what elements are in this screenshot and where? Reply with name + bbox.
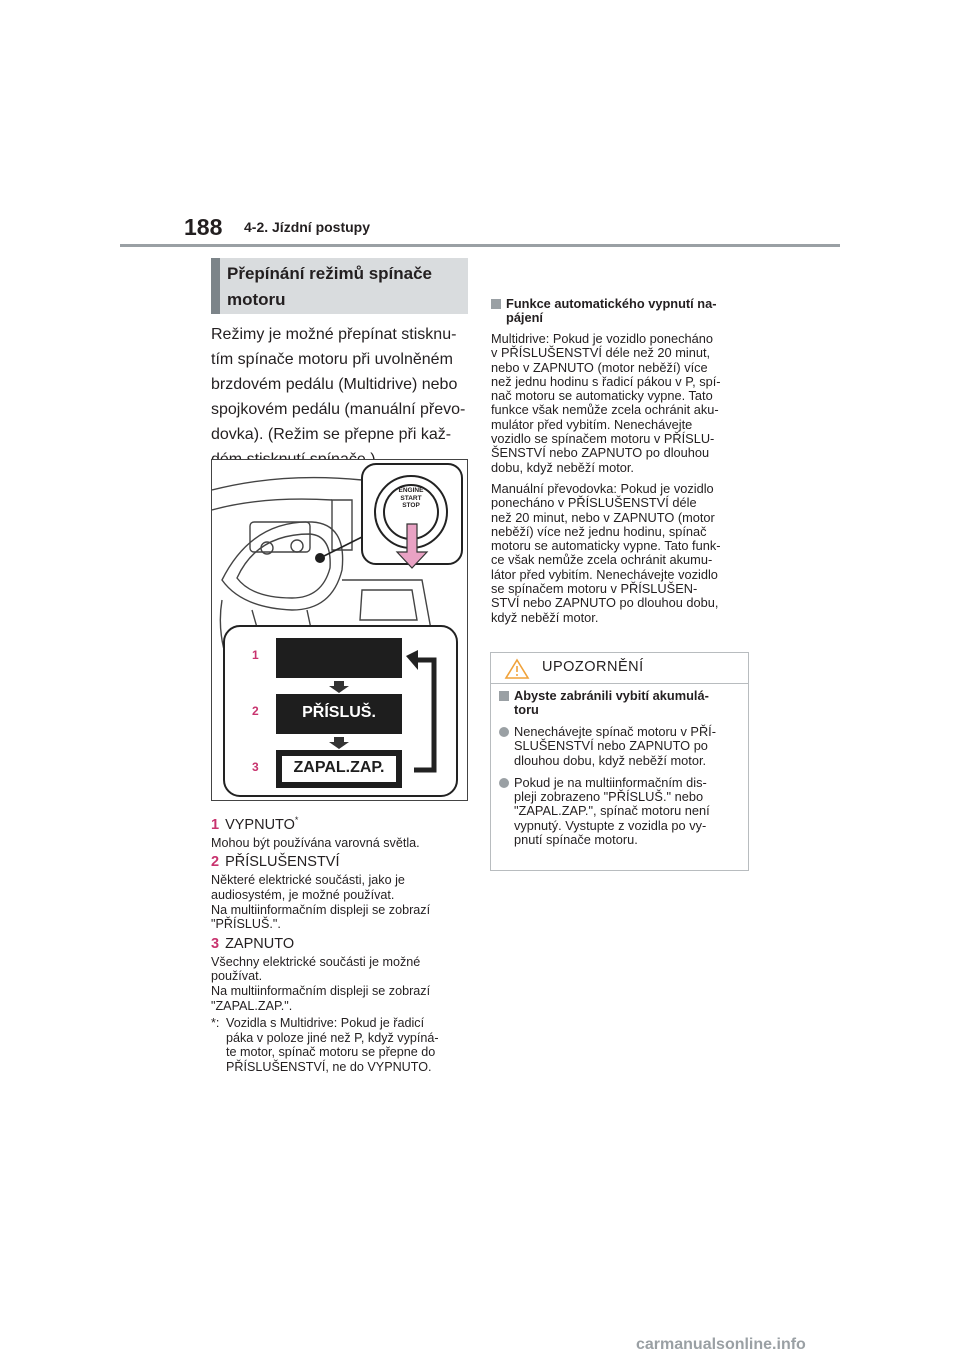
auto-power-off-section: [491, 297, 749, 625]
mode-list: [211, 811, 473, 1075]
round-bullet-icon: [499, 778, 509, 788]
warning-box: [490, 652, 749, 871]
warning-title: UPOZORNĚNÍ: [542, 659, 644, 675]
multidrive-paragraph: Multidrive: Pokud je vozidlo ponecháno v PŘÍSLUŠENSTVÍ déle než 20 minut, nebo v ZAPNUTO (motor neběží) více než jednu hodinu s řadicí pákou v P, spí- nač motoru se automaticky vypne. Tato funkce však nemůže zcela ochránit aku- mulátor před vybitím. Nenechávejte vozidlo se spínačem motoru v PŘÍSLU- ŠENSTVÍ nebo ZAPNUTO po dlouhou dobu, když neběží motor.: [491, 331, 721, 475]
warning-content: [499, 689, 743, 847]
square-bullet-icon: [491, 299, 501, 309]
list-item: 3 ZAPNUTO Všechny elektrické součásti je možné používat. Na multiinformačním displeji se zobrazí "ZAPAL.ZAP.".: [211, 935, 431, 1013]
engine-switch-illustration: [211, 459, 468, 801]
mode-label-3: 3: [252, 760, 259, 774]
list-item: 2 PŘÍSLUŠENSTVÍ Některé elektrické součásti, jako je audiosystém, je možné používat. Na multiinformačním displeji se zobrazí "PŘÍSLUŠ.".: [211, 854, 431, 932]
engine-start-stop-button: ENGINE START STOP: [398, 487, 424, 509]
warning-triangle-icon: [504, 658, 530, 680]
footnote: *: Vozidla s Multidrive: Pokud je řadicí páka v poloze jiné než P, když vypíná- te motor, spínač motoru se přepne do PŘÍSLUŠENSTVÍ, ne do VYPNUTO.: [211, 1016, 439, 1074]
page-number: 188: [184, 214, 223, 240]
display-accessory: PŘÍSLUŠ.: [302, 704, 376, 721]
square-bullet-icon: [499, 691, 509, 701]
mode-label-1: 1: [252, 648, 259, 662]
list-item: 1 VYPNUTO* Mohou být používána varovná světla.: [211, 815, 420, 850]
mode-label-2: 2: [252, 704, 259, 718]
warning-title-bar: [491, 653, 748, 684]
warning-subheading: Abyste zabránili vybití akumulá- toru: [499, 689, 743, 717]
chapter-title: 4-2. Jízdní postupy: [244, 219, 371, 235]
header-rule: [120, 244, 840, 247]
section-heading: [211, 258, 468, 314]
section-heading-text: Přepínání režimů spínače motoru: [227, 264, 433, 309]
watermark: carmanualsonline.info: [636, 1336, 806, 1353]
warning-bullet: Pokud je na multiinformačním dis- pleji zobrazeno "PŘÍSLUŠ." nebo "ZAPAL.ZAP.", spínač motoru není vypnutý. Vystupte z vozidla po vy- pnutí spínače motoru.: [499, 776, 743, 847]
section-heading-bar: [211, 258, 220, 314]
warning-bullet: Nenechávejte spínač motoru v PŘÍ- SLUŠENSTVÍ nebo ZAPNUTO po dlouhou dobu, když neběží motor.: [499, 725, 743, 768]
round-bullet-icon: [499, 727, 509, 737]
manual-transmission-paragraph: Manuální převodovka: Pokud je vozidlo ponecháno v PŘÍSLUŠENSTVÍ déle než 20 minut, nebo v ZAPNUTO (motor neběží) více než jednu hodinu, spínač motoru se automaticky vypne. Tato funk- ce však nemůže zcela ochránit akumu- látor před vybitím. Nenechávejte vozidlo se spínačem motoru v PŘÍSLUŠEN- STVÍ nebo ZAPNUTO po dlouhou dobu, když neběží motor.: [491, 480, 721, 625]
display-ignition: ZAPAL.ZAP.: [293, 759, 385, 776]
dashboard-drawing: [212, 460, 468, 801]
subheading: Funkce automatického vypnutí na- pájení: [491, 297, 749, 325]
intro-paragraph: Režimy je možné přepínat stisknu- tím spínače motoru při uvolněném brzdovém pedálu (Multidrive) nebo spojkovém pedálu (manuální převo- dovka). (Režim se přepne při kaž-: [211, 326, 466, 443]
